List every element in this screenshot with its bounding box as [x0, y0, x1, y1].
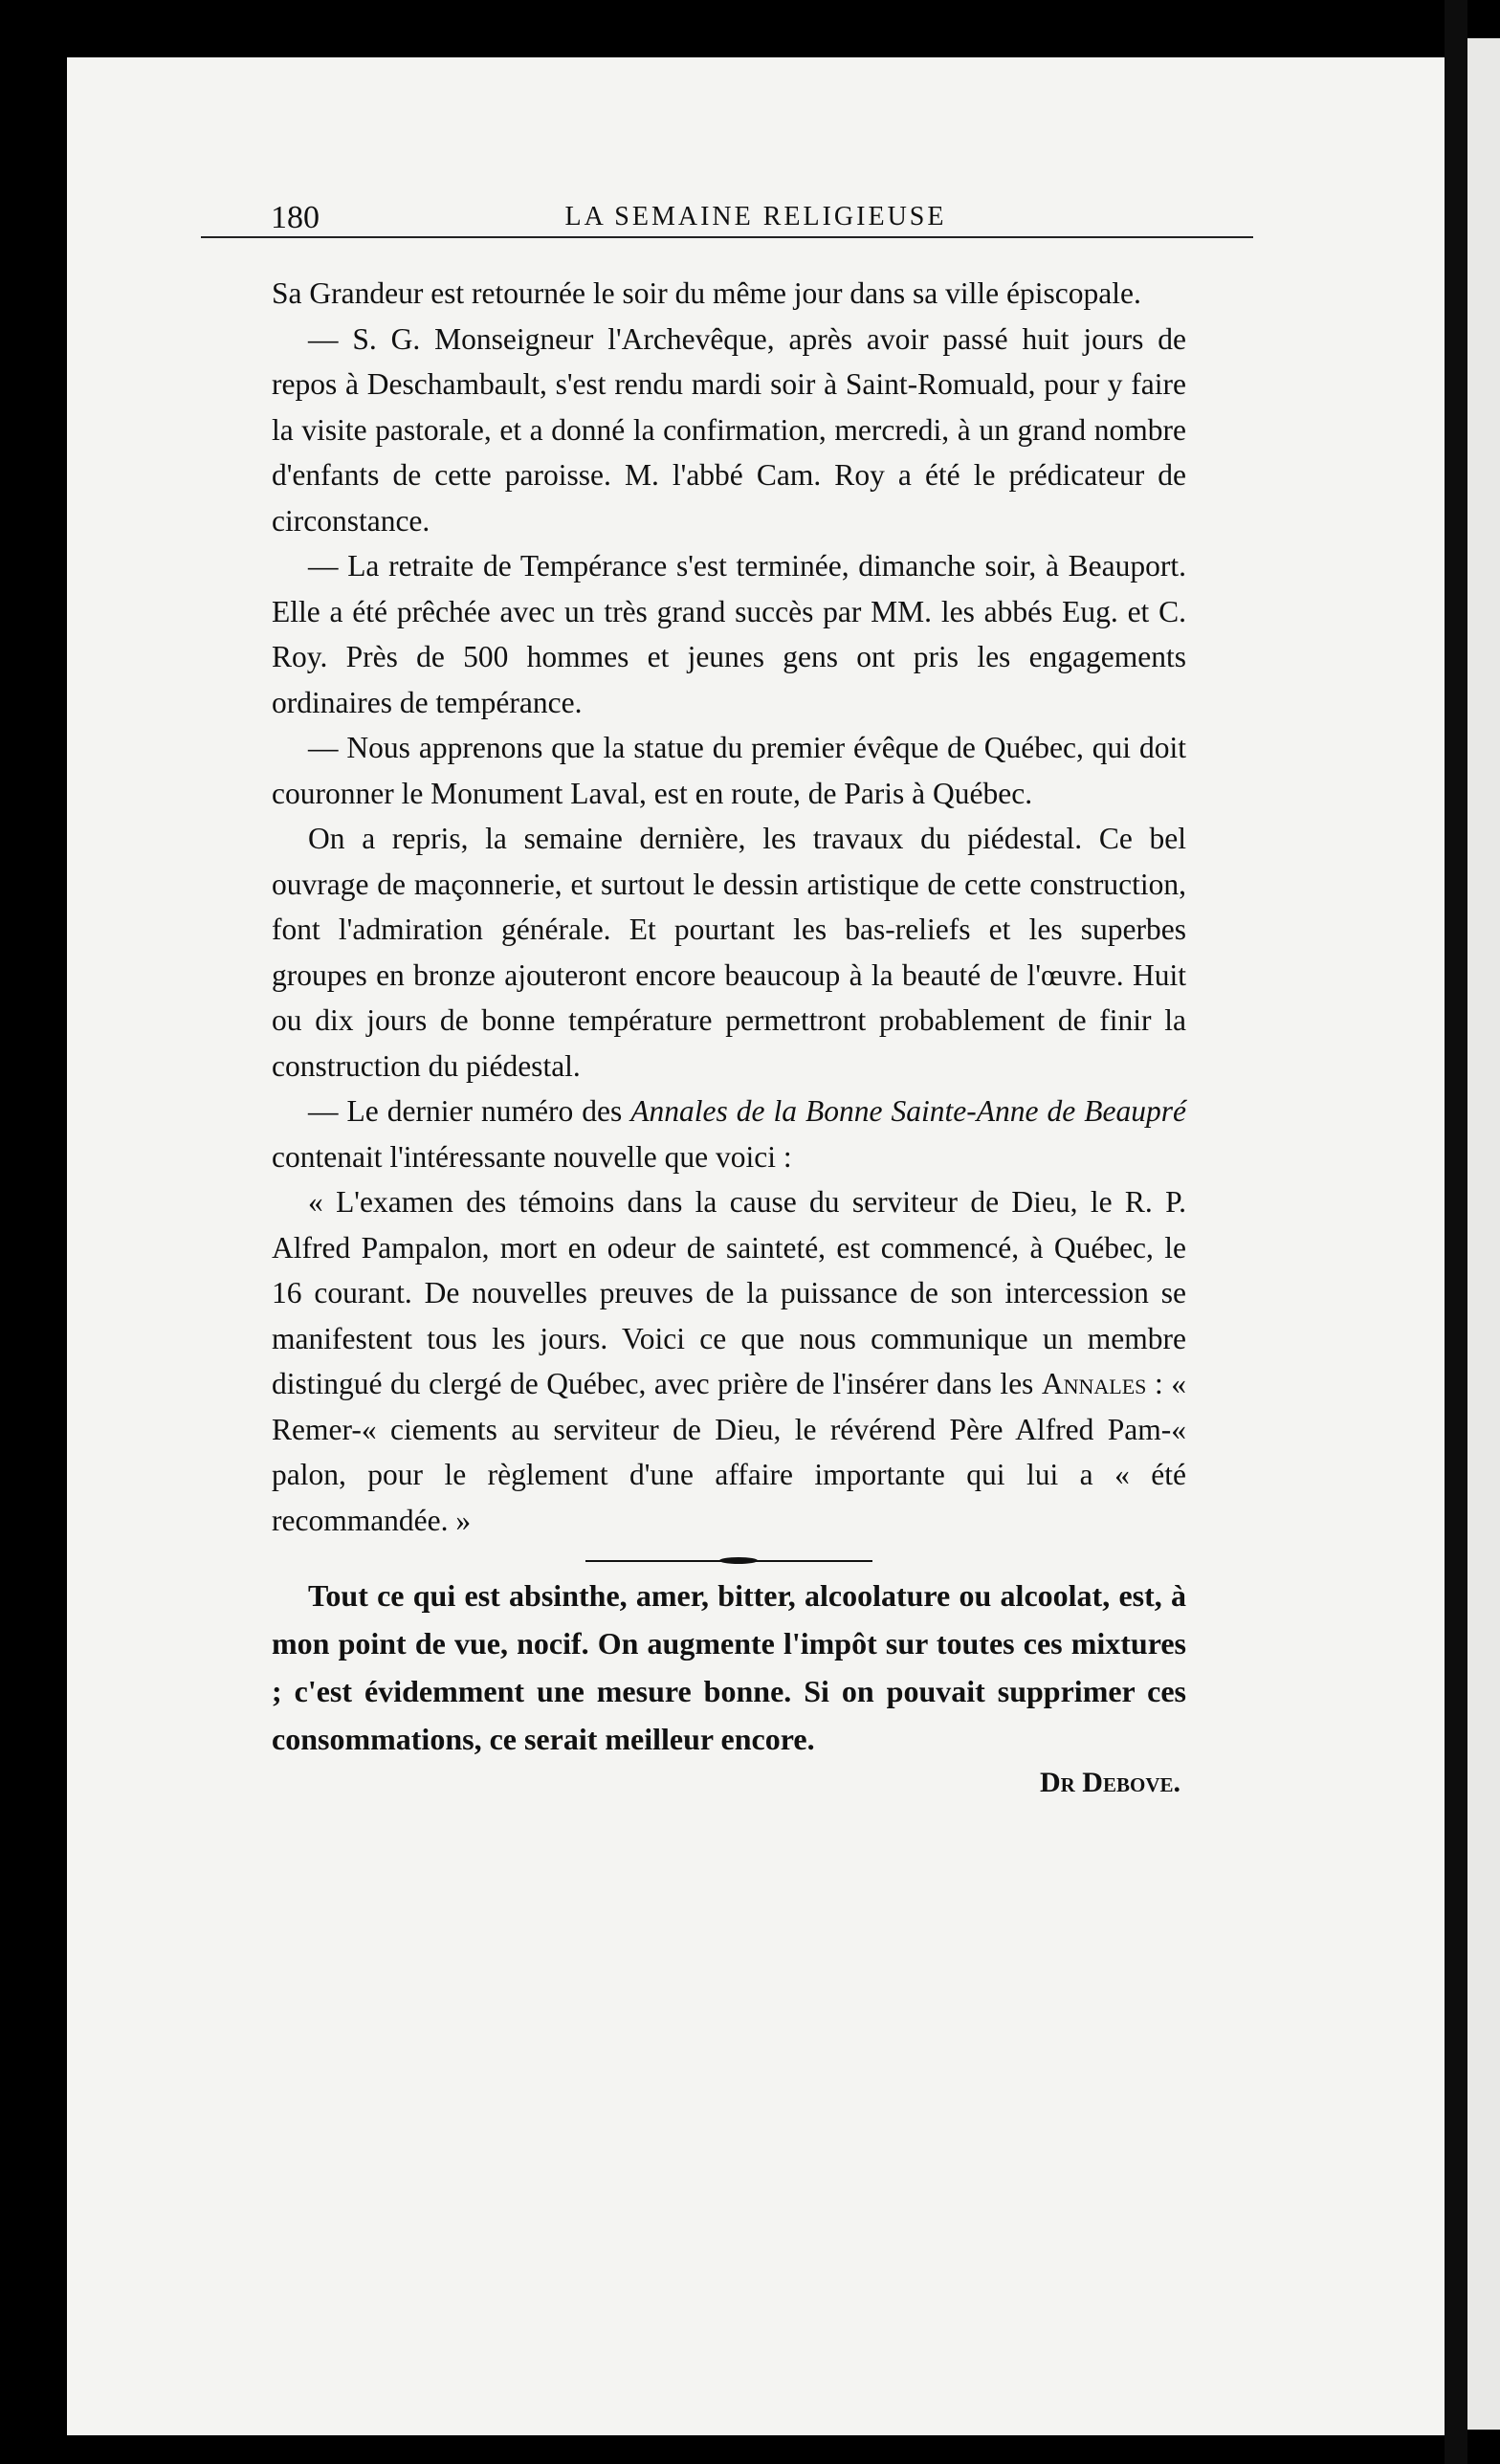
paragraph: — La retraite de Tempérance s'est terminée, dimanche soir, à Beauport. Elle a été prêchée avec un très grand succès par MM. les abbés Eug. et C. Roy. Près de 500 hommes et jeunes gens ont pris les engagements ordinaires de tempérance.: [272, 549, 1186, 719]
running-head: [201, 187, 1253, 238]
section-separator: [585, 1560, 872, 1562]
article-body: [201, 271, 1253, 1799]
annales-title: Annales de la Bonne Sainte-Anne de Beaupré: [630, 1094, 1186, 1128]
quotation-after: : « Remer-« ciements au serviteur de Dieu, le révérend Père Alfred Pam-« palon, pour le règlement d'une affaire importante qui lui a « été recommandée. »: [272, 1367, 1186, 1537]
page-number: 180: [271, 200, 320, 235]
journal-title: LA SEMAINE RELIGIEUSE: [564, 202, 947, 231]
paragraph: On a repris, la semaine dernière, les travaux du piédestal. Ce bel ouvrage de maçonnerie, et surtout le dessin artistique de cette construction, font l'admiration générale. Et pourtant les bas-reliefs et les superbes groupes en bronze ajouteront encore beaucoup à la beauté de l'œuvre. Huit ou dix jours de bonne température permettront probablement de finir la construction du piédestal.: [272, 822, 1186, 1083]
quotation-before: « L'examen des témoins dans la cause du serviteur de Dieu, le R. P. Alfred Pampalon, mort en odeur de sainteté, est commencé, à Québec, le 16 courant. De nouvelles preuves de la puissance de son intercession se manifestent tous les jours. Voici ce que nous communique un membre distingué du clergé de Québec, avec prière de l'insérer dans les: [272, 1185, 1186, 1400]
annales-word: Annales: [1041, 1367, 1147, 1400]
annales-before: — Le dernier numéro des: [308, 1094, 631, 1128]
paragraph: — S. G. Monseigneur l'Archevêque, après avoir passé huit jours de repos à Deschambault, s'est rendu mardi soir à Saint-Romuald, pour y faire la visite pastorale, et a donné la confirmation, mercredi, à un grand nombre d'enfants de cette paroisse. M. l'abbé Cam. Roy a été le prédicateur de circonstance.: [272, 321, 1186, 538]
paragraph-quotation: [272, 1179, 1186, 1543]
page-edge-shadow: [1445, 0, 1467, 2464]
adjacent-page-edge: [1467, 38, 1500, 2430]
signature: Dr Debove.: [1039, 1767, 1180, 1798]
closing-quote: Tout ce qui est absinthe, amer, bitter, alcoolature ou alcoolat, est, à mon point de vue, nocif. On augmente l'impôt sur toutes ces mixtures ; c'est évidemment une mesure bonne. Si on pouvait supprimer ces consommations, ce serait meilleur encore.: [272, 1578, 1186, 1756]
paragraph: — Nous apprenons que la statue du premier évêque de Québec, qui doit couronner le Monument Laval, est en route, de Paris à Québec.: [272, 731, 1186, 810]
closing-quote-block: [272, 1572, 1186, 1763]
paragraph-annales: [272, 1089, 1186, 1179]
page-content: [201, 187, 1253, 1799]
annales-after: contenait l'intéressante nouvelle que voici :: [272, 1139, 792, 1174]
paragraph: Sa Grandeur est retournée le soir du même jour dans sa ville épiscopale.: [272, 276, 1141, 310]
